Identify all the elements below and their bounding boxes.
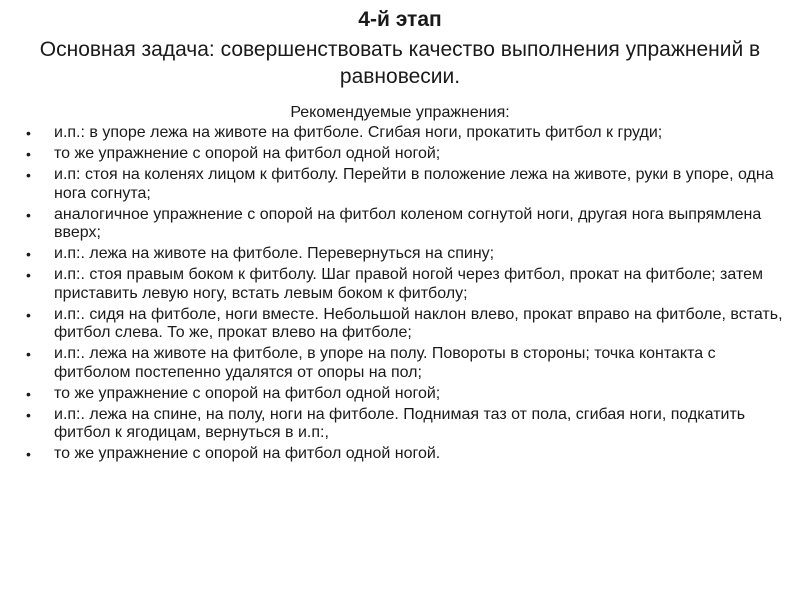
bullet-icon: • bbox=[26, 206, 31, 223]
exercise-text: и.п:. лежа на животе на фитболе, в упоре на полу. Повороты в стороны; точка контакта с фитболом постепенно удалятся от опоры на пол; bbox=[54, 345, 716, 381]
exercise-text: и.п:. лежа на животе на фитболе. Перевернуться на спину; bbox=[54, 245, 495, 262]
exercise-text: и.п:. лежа на спине, на полу, ноги на фитболе. Поднимая таз от пола, сгибая ноги, подкатить фитбол к ягодицам, вернуться в и.п:, bbox=[54, 405, 746, 441]
exercise-list bbox=[22, 124, 790, 466]
title-block bbox=[20, 6, 780, 90]
exercises-subtitle: Рекомендуемые упражнения: bbox=[290, 104, 510, 121]
bullet-icon: • bbox=[26, 346, 31, 362]
exercise-item bbox=[22, 206, 790, 243]
exercise-item bbox=[22, 145, 790, 164]
exercise-item bbox=[22, 245, 790, 264]
exercise-text: то же упражнение с опорой на фитбол одной ногой. bbox=[54, 445, 441, 462]
bullet-icon: • bbox=[26, 167, 31, 183]
exercise-item bbox=[22, 124, 790, 143]
exercise-text: и.п:. стоя правым боком к фитболу. Шаг правой ногой через фитбол, прокат на фитболе; затем приставить левую ногу, встать левым боком к фитболу; bbox=[54, 266, 763, 302]
bullet-icon: • bbox=[26, 306, 31, 323]
bullet-icon: • bbox=[26, 246, 31, 262]
bullet-icon: • bbox=[26, 267, 31, 283]
exercise-item bbox=[22, 345, 790, 382]
bullet-icon: • bbox=[26, 146, 31, 162]
exercise-text: и.п.: в упоре лежа на животе на фитболе. Сгибая ноги, прокатить фитбол к груди; bbox=[54, 124, 663, 141]
exercise-text: аналогичное упражнение с опорой на фитбол коленом согнутой ноги, другая нога выпрямлена вверх; bbox=[54, 205, 762, 241]
exercise-text: и.п: стоя на коленях лицом к фитболу. Перейти в положение лежа на животе, руки в упоре, одна нога согнута; bbox=[54, 166, 774, 202]
exercise-item bbox=[22, 306, 790, 343]
exercise-item bbox=[22, 166, 790, 203]
bullet-icon: • bbox=[26, 125, 31, 141]
exercise-item bbox=[22, 385, 790, 404]
bullet-icon: • bbox=[26, 446, 31, 462]
exercise-text: и.п:. сидя на фитболе, ноги вместе. Небольшой наклон влево, прокат вправо на фитболе, встать, фитбол слева. То же, прокат влево на фитболе; bbox=[54, 305, 783, 341]
exercise-item bbox=[22, 445, 790, 464]
main-task-heading: Основная задача: совершенствовать качество выполнения упражнений в равновесии. bbox=[39, 38, 761, 88]
stage-title: 4-й этап bbox=[358, 8, 442, 31]
exercise-item bbox=[22, 266, 790, 303]
bullet-icon: • bbox=[26, 385, 31, 402]
exercise-text: то же упражнение с опорой на фитбол одной ногой; bbox=[54, 384, 441, 402]
exercise-item bbox=[22, 406, 790, 443]
exercise-text: то же упражнение с опорой на фитбол одной ногой; bbox=[54, 145, 441, 162]
bullet-icon: • bbox=[26, 406, 31, 423]
